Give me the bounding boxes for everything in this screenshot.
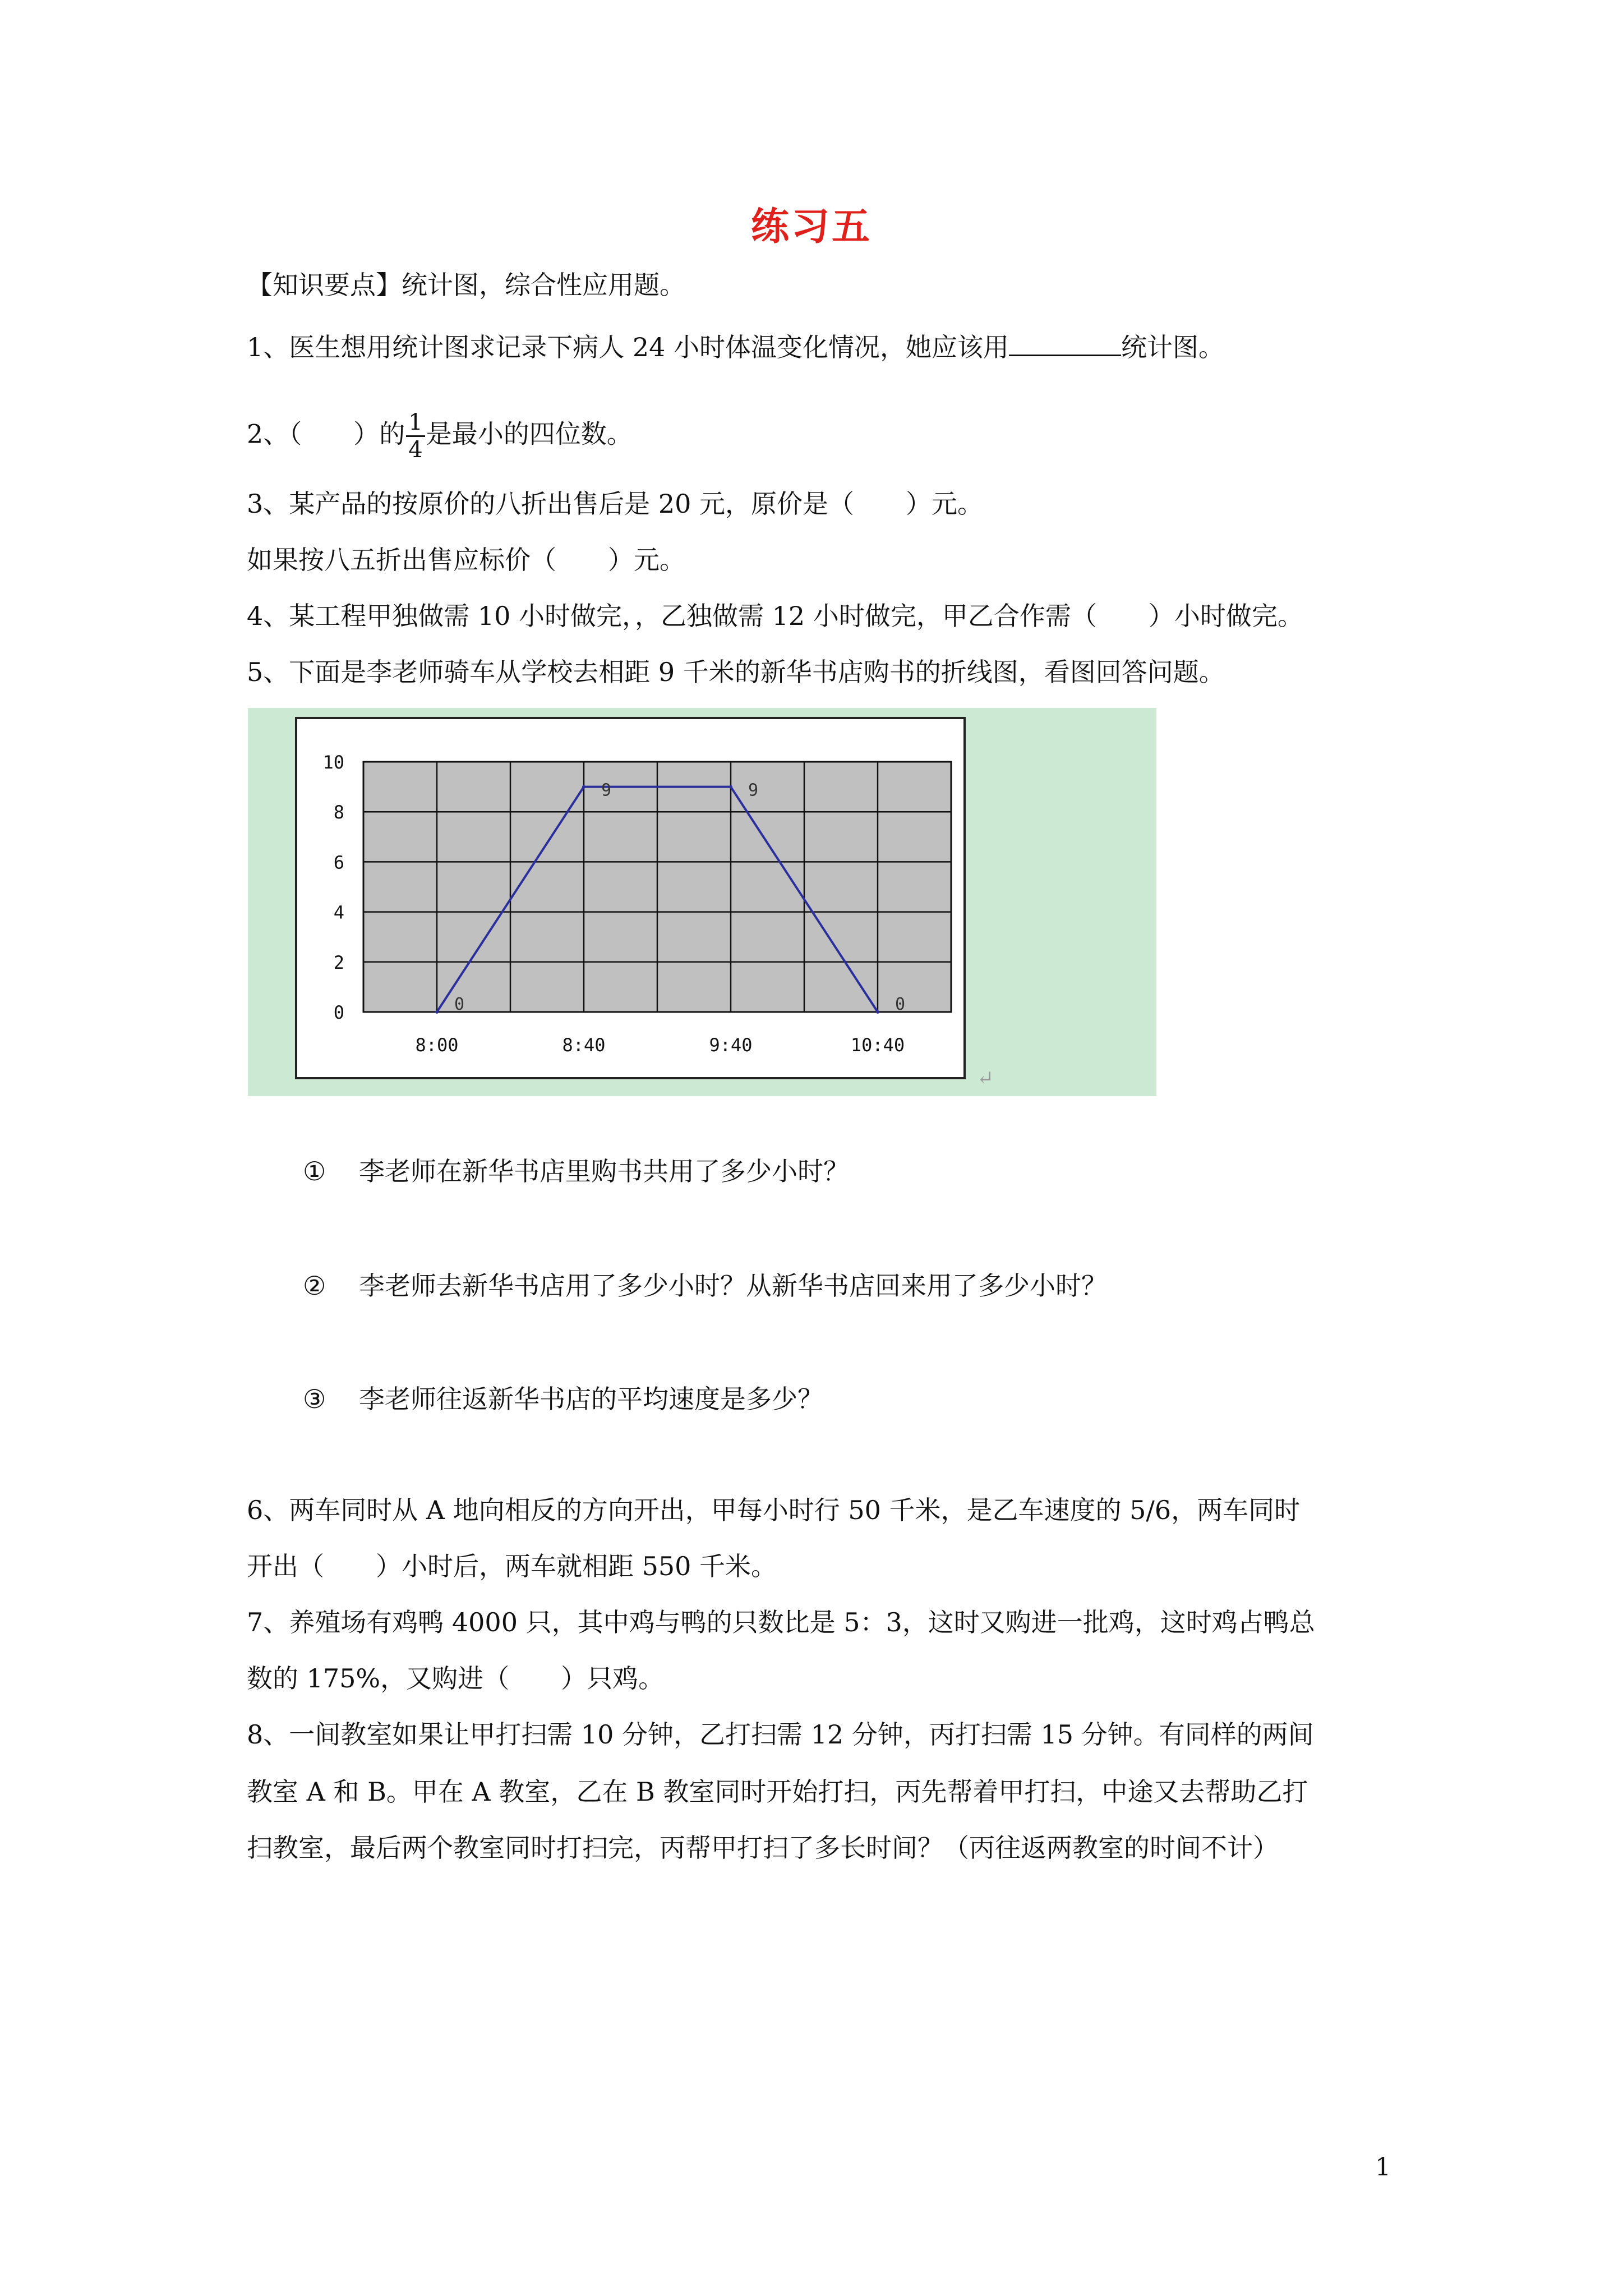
- line-chart-container: [248, 708, 1156, 1096]
- page-number: 1: [1375, 2153, 1391, 2182]
- x-tick-label: 10:40: [850, 1034, 905, 1056]
- data-point: [582, 785, 585, 789]
- question-8: 8、一间教室如果让甲打扫需 10 分钟，乙打扫需 12 分钟，丙打扫需 15 分钟。有同样的两间: [247, 1719, 1314, 1750]
- question-5-1-mark: ①: [303, 1156, 326, 1186]
- question-5: 5、下面是李老师骑车从学校去相距 9 千米的新华书店购书的折线图，看图回答问题。: [247, 657, 1225, 687]
- y-tick-label: 2: [333, 951, 344, 973]
- question-2-text: 2、（ ）的: [247, 418, 405, 449]
- data-label: 9: [601, 780, 612, 800]
- x-tick-label: 8:40: [562, 1034, 606, 1056]
- question-1-suffix: 统计图。: [1121, 332, 1225, 362]
- question-6-continued: 开出（ ）小时后，两车就相距 550 千米。: [247, 1551, 777, 1581]
- data-point: [876, 1010, 879, 1014]
- question-7-continued: 数的 175%，又购进（ ）只鸡。: [247, 1663, 665, 1694]
- question-1: [247, 330, 1224, 364]
- question-5-2: [303, 1269, 1107, 1303]
- fraction-numerator: 1: [406, 409, 425, 437]
- answer-blank: [1009, 330, 1121, 356]
- question-5-1-text: 李老师在新华书店里购书共用了多少小时？: [359, 1156, 849, 1186]
- y-tick-label: 6: [333, 852, 344, 873]
- question-1-text: 1、医生想用统计图求记录下病人 24 小时体温变化情况，她应该用: [247, 332, 1009, 362]
- fraction-denominator: 4: [408, 437, 423, 463]
- question-6: 6、两车同时从 A 地向相反的方向开出，甲每小时行 50 千米，是乙车速度的 5/6，两车同时: [247, 1495, 1301, 1525]
- data-label: 0: [454, 995, 465, 1014]
- y-tick-label: 8: [333, 802, 344, 823]
- question-3: 3、某产品的按原价的八折出售后是 20 元，原价是（ ）元。: [247, 489, 984, 519]
- question-2: [247, 409, 633, 463]
- line-chart-svg: [297, 719, 963, 1077]
- question-5-2-text: 李老师去新华书店用了多少小时？从新华书店回来用了多少小时？: [359, 1271, 1107, 1301]
- return-mark: ↵: [977, 1067, 994, 1090]
- question-4: 4、某工程甲独做需 10 小时做完，，乙独做需 12 小时做完，甲乙合作需（ ）小时做完。: [247, 601, 1303, 631]
- question-8-line-3: 扫教室，最后两个教室同时打扫完，丙帮甲打扫了多长时间？（丙往返两教室的时间不计）: [247, 1833, 1279, 1863]
- data-label: 9: [748, 780, 759, 800]
- page-title: 练习五: [750, 204, 872, 249]
- line-chart: [295, 717, 966, 1079]
- x-tick-label: 9:40: [709, 1034, 753, 1056]
- question-7: 7、养殖场有鸡鸭 4000 只，其中鸡与鸭的只数比是 5：3，这时又购进一批鸡，这时鸡占鸭总: [247, 1607, 1315, 1637]
- y-tick-label: 4: [333, 901, 344, 923]
- knowledge-points: 【知识要点】统计图，综合性应用题。: [247, 270, 685, 300]
- question-3-continued: 如果按八五折出售应标价（ ）元。: [247, 545, 685, 575]
- question-5-2-mark: ②: [303, 1271, 326, 1301]
- question-5-3-mark: ③: [303, 1384, 326, 1414]
- question-5-3-text: 李老师往返新华书店的平均速度是多少？: [359, 1384, 823, 1414]
- question-8-line-2: 教室 A 和 B。甲在 A 教室，乙在 B 教室同时开始打扫，丙先帮着甲打扫，中途又去帮助乙打: [247, 1777, 1308, 1807]
- x-tick-label: 8:00: [415, 1034, 459, 1056]
- question-5-1: [303, 1154, 849, 1188]
- y-tick-label: 0: [333, 1002, 344, 1023]
- fraction: [406, 409, 425, 463]
- y-tick-label: 10: [322, 752, 344, 773]
- data-label: 0: [895, 995, 906, 1014]
- data-point: [729, 785, 732, 789]
- question-5-3: [303, 1382, 823, 1416]
- data-point: [435, 1010, 439, 1014]
- question-2-suffix: 是最小的四位数。: [426, 418, 633, 449]
